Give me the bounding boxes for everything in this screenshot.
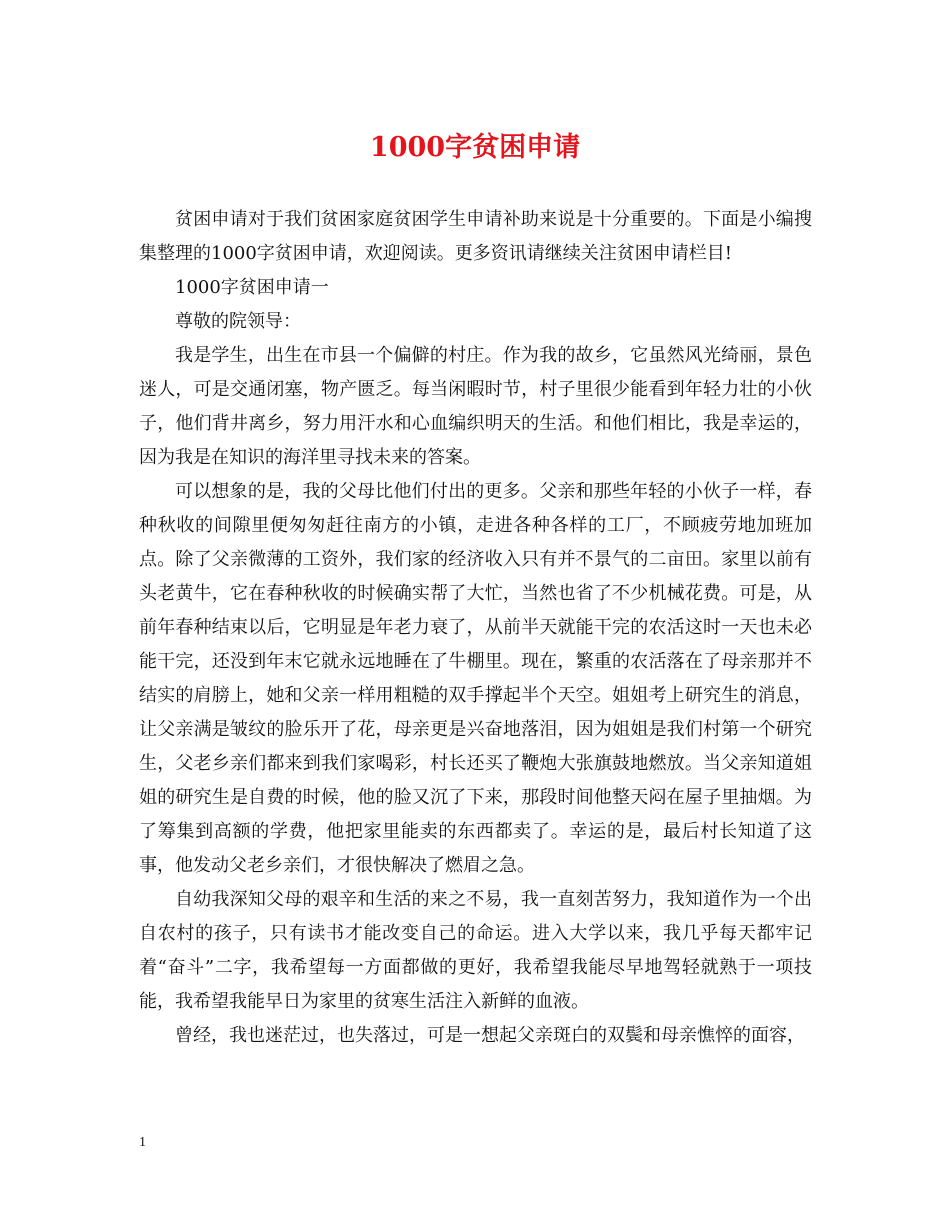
salutation: 尊敬的院领导： bbox=[175, 311, 301, 332]
intro-paragraph: 贫困申请对于我们贫困家庭贫困学生申请补助来说是十分重要的。下面是小编搜集整理的1000字贫困申请，欢迎阅读。更多资讯请继续关注贫困申请栏目! bbox=[139, 209, 812, 264]
body-paragraph: 曾经，我也迷茫过，也失落过，可是一想起父亲斑白的双鬓和母亲憔悴的面容， bbox=[175, 1025, 805, 1046]
document-body bbox=[139, 203, 812, 1053]
document-title: 1000字贫困申请 bbox=[369, 132, 581, 163]
body-paragraph: 我是学生，出生在市县一个偏僻的村庄。作为我的故乡，它虽然风光绮丽，景色迷人，可是交通闭塞，物产匮乏。每当闲暇时节，村子里很少能看到年轻力壮的小伙子，他们背井离乡，努力用汗水和心血编织明天的生活。和他们相比，我是幸运的，因为我是在知识的海洋里寻找未来的答案。 bbox=[139, 345, 812, 468]
body-paragraph: 可以想象的是，我的父母比他们付出的更多。父亲和那些年轻的小伙子一样，春种秋收的间隙里便匆匆赶往南方的小镇，走进各种各样的工厂，不顾疲劳地加班加点。除了父亲微薄的工资外，我们家的经济收入只有并不景气的二亩田。家里以前有头老黄牛，它在春种秋收的时候确实帮了大忙，当然也省了不少机械花费。可是，从前年春种结束以后，它明显是年老力衰了，从前半天就能干完的农活这时一天也未必能干完，还没到年末它就永远地睡在了牛棚里。现在，繁重的农活落在了母亲那并不结实的肩膀上，她和父亲一样用粗糙的双手撑起半个天空。姐姐考上研究生的消息，让父亲满是皱纹的脸乐开了花，母亲更是兴奋地落泪，因为姐姐是我们村第一个研究生，父老乡亲们都来到我们家喝彩，村长还买了鞭炮大张旗鼓地燃放。当父亲知道姐姐的研究生是自费的时候，他的脸又沉了下来，那段时间他整天闷在屋子里抽烟。为了筹集到高额的学费，他把家里能卖的东西都卖了。幸运的是，最后村长知道了这事，他发动父老乡亲们，才很快解决了燃眉之急。 bbox=[139, 481, 812, 876]
section-heading: 1000字贫困申请一 bbox=[175, 277, 329, 298]
page-number: 1 bbox=[139, 1135, 146, 1150]
body-paragraph: 自幼我深知父母的艰辛和生活的来之不易，我一直刻苦努力，我知道作为一个出自农村的孩子，只有读书才能改变自己的命运。进入大学以来，我几乎每天都牢记着“奋斗”二字，我希望每一方面都做的更好，我希望我能尽早地驾轻就熟于一项技能，我希望我能早日为家里的贫寒生活注入新鲜的血液。 bbox=[139, 889, 812, 1012]
